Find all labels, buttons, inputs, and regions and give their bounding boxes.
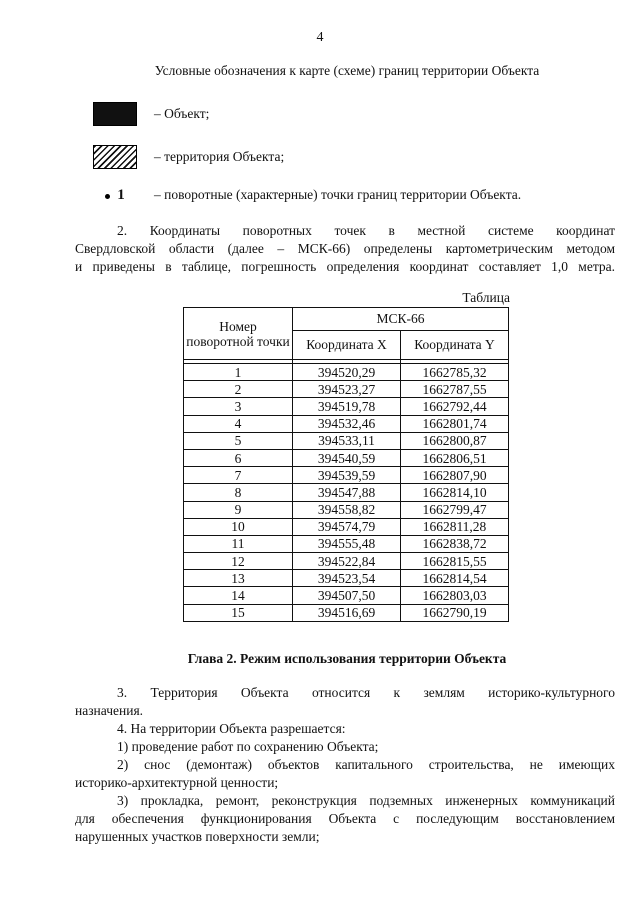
coordinate-y-cell: 1662803,03 [401, 587, 509, 604]
header-coordinate-x: Координата X [293, 331, 401, 360]
list-item-1: 1) проведение работ по сохранению Объекта; [117, 739, 379, 754]
turning-point-icon [93, 183, 137, 207]
point-number-cell: 6 [184, 449, 293, 466]
coordinate-x-cell: 394558,82 [293, 501, 401, 518]
coordinate-x-cell: 394522,84 [293, 553, 401, 570]
point-number-cell: 4 [184, 415, 293, 432]
table-row [184, 587, 509, 604]
header-msk66: МСК-66 [293, 308, 509, 331]
table-row [184, 535, 509, 552]
coordinate-x-cell: 394507,50 [293, 587, 401, 604]
point-number-cell: 14 [184, 587, 293, 604]
legend-item-territory [93, 145, 284, 169]
list-item-2 [75, 756, 615, 792]
table-row [184, 449, 509, 466]
coordinate-y-cell: 1662790,19 [401, 604, 509, 621]
list-item-3-line-1: 3) прокладка, ремонт, реконструкция подземных инженерных коммуникаций [117, 793, 615, 808]
coordinate-y-cell: 1662806,51 [401, 449, 509, 466]
turning-point-number: 1 [117, 186, 125, 203]
legend-title: Условные обозначения к карте (схеме) границ территории Объекта [154, 63, 540, 78]
table-row [184, 501, 509, 518]
coordinate-x-cell: 394516,69 [293, 604, 401, 621]
point-number-cell: 7 [184, 467, 293, 484]
table-row [184, 604, 509, 621]
coordinate-y-cell: 1662814,54 [401, 570, 509, 587]
coordinate-x-cell: 394540,59 [293, 449, 401, 466]
point-number-cell: 10 [184, 518, 293, 535]
solid-black-square-icon [93, 102, 137, 126]
paragraph-2 [75, 222, 615, 276]
coordinates-table [183, 307, 509, 622]
coordinate-y-cell: 1662801,74 [401, 415, 509, 432]
coordinate-x-cell: 394519,78 [293, 398, 401, 415]
point-number-cell: 2 [184, 381, 293, 398]
legend-item-turning-points-label: – поворотные (характерные) точки границ территории Объекта. [154, 187, 522, 202]
coordinate-y-cell: 1662815,55 [401, 553, 509, 570]
legend-item-territory-label: – территория Объекта; [154, 149, 285, 164]
table-row [184, 553, 509, 570]
table-row [184, 432, 509, 449]
table-row [184, 364, 509, 381]
list-item-3 [75, 792, 615, 846]
table-row [184, 415, 509, 432]
coordinate-y-cell: 1662811,28 [401, 518, 509, 535]
point-number-cell: 15 [184, 604, 293, 621]
header-coordinate-y: Координата Y [401, 331, 509, 360]
list-item-3-line-2: для обеспечения функционирования Объекта с последующим восстановлением [75, 811, 615, 826]
paragraph-4: 4. На территории Объекта разрешается: [117, 721, 346, 736]
legend-item-object [93, 102, 209, 126]
coordinate-x-cell: 394533,11 [293, 432, 401, 449]
coordinate-y-cell: 1662814,10 [401, 484, 509, 501]
coordinate-x-cell: 394555,48 [293, 535, 401, 552]
coordinate-x-cell: 394547,88 [293, 484, 401, 501]
chapter-title: Глава 2. Режим использования территории Объекта [187, 651, 507, 666]
point-number-cell: 13 [184, 570, 293, 587]
coordinate-x-cell: 394523,27 [293, 381, 401, 398]
list-item-2-line-2: историко-архитектурной ценности; [75, 775, 279, 790]
list-item-2-line-1: 2) снос (демонтаж) объектов капитального строительства, не имеющих [117, 757, 615, 772]
page-number: 4 [316, 30, 324, 45]
paragraph-3 [75, 684, 615, 720]
coordinate-y-cell: 1662787,55 [401, 381, 509, 398]
paragraph-3-line-1: 3. Территория Объекта относится к землям историко-культурного [117, 685, 615, 700]
coordinate-y-cell: 1662800,87 [401, 432, 509, 449]
table-row [184, 570, 509, 587]
coordinate-x-cell: 394574,79 [293, 518, 401, 535]
paragraph-2-line-2: Свердловской области (далее – МСК-66) определены картометрическим методом [75, 241, 615, 256]
coordinate-x-cell: 394523,54 [293, 570, 401, 587]
table-row [184, 484, 509, 501]
point-number-cell: 12 [184, 553, 293, 570]
point-number-cell: 5 [184, 432, 293, 449]
point-number-cell: 1 [184, 364, 293, 381]
coordinate-x-cell: 394532,46 [293, 415, 401, 432]
point-number-cell: 9 [184, 501, 293, 518]
header-point-number: Номер поворотной точки [184, 308, 293, 360]
point-number-cell: 11 [184, 535, 293, 552]
paragraph-2-line-3: и приведены в таблице, погрешность определения координат составляет 1,0 метра. [75, 259, 615, 274]
point-number-cell: 8 [184, 484, 293, 501]
table-caption: Таблица [462, 290, 510, 305]
paragraph-2-line-1: 2. Координаты поворотных точек в местной системе координат [117, 223, 615, 238]
table-row [184, 518, 509, 535]
list-item-3-line-3: нарушенных участков поверхности земли; [75, 829, 320, 844]
hatched-square-icon [93, 145, 137, 169]
point-number-cell: 3 [184, 398, 293, 415]
paragraph-3-line-2: назначения. [75, 703, 144, 718]
legend-item-object-label: – Объект; [154, 106, 210, 121]
coordinate-y-cell: 1662807,90 [401, 467, 509, 484]
coordinate-x-cell: 394539,59 [293, 467, 401, 484]
table-row [184, 398, 509, 415]
table-row [184, 467, 509, 484]
coordinate-y-cell: 1662799,47 [401, 501, 509, 518]
legend-item-turning-points [93, 183, 521, 207]
coordinate-y-cell: 1662838,72 [401, 535, 509, 552]
coordinate-x-cell: 394520,29 [293, 364, 401, 381]
coordinate-y-cell: 1662792,44 [401, 398, 509, 415]
coordinate-y-cell: 1662785,32 [401, 364, 509, 381]
table-row [184, 381, 509, 398]
